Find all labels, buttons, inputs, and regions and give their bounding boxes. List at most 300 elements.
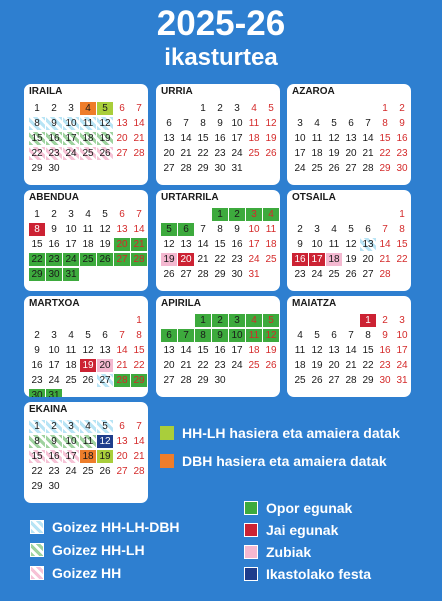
day-cell: 20: [116, 133, 128, 144]
day-cell: 11: [294, 345, 306, 356]
day-cell: 15: [29, 132, 45, 145]
day-cell: 9: [217, 118, 223, 129]
day-cell: 8: [217, 224, 223, 235]
day-cell: 22: [133, 360, 145, 371]
day-cell: 5: [263, 314, 279, 327]
day-cell: 27: [116, 466, 128, 477]
month-name: URRIA: [161, 86, 193, 97]
day-cell: 23: [46, 253, 62, 266]
day-cell: 20: [345, 148, 357, 159]
day-cell: 4: [246, 314, 262, 327]
month-name: ABENDUA: [29, 192, 79, 203]
day-cell: 11: [80, 117, 96, 130]
day-cell: 5: [314, 330, 320, 341]
day-cell: 30: [48, 481, 60, 492]
day-cell: 24: [231, 360, 243, 371]
day-cell: 16: [292, 253, 308, 266]
day-cell: 13: [99, 345, 111, 356]
day-cell: 12: [82, 345, 94, 356]
legend-swatch-goizez-hh-lh: [30, 543, 44, 557]
month-name: APIRILA: [161, 298, 201, 309]
legend-label: Goizez HH-LH-DBH: [52, 519, 180, 535]
day-cell: 3: [246, 208, 262, 221]
day-cell: 13: [116, 118, 128, 129]
month-card-abendua: [24, 190, 148, 291]
day-cell: 4: [85, 209, 91, 220]
day-cell: 11: [248, 118, 260, 129]
day-cell: 23: [396, 148, 408, 159]
day-cell: 14: [133, 118, 145, 129]
day-cell: 28: [180, 375, 192, 386]
day-cell: 18: [80, 132, 96, 145]
day-cell: 14: [345, 345, 357, 356]
day-cell: 23: [379, 360, 391, 371]
day-cell: 10: [311, 239, 323, 250]
day-cell: 14: [379, 239, 391, 250]
day-cell: 5: [85, 330, 91, 341]
day-cell: 27: [114, 253, 130, 266]
legend-swatch-goizez-hh-lh-dbh: [30, 520, 44, 534]
day-cell: 3: [229, 314, 245, 327]
day-cell: 7: [136, 209, 142, 220]
day-cell: 6: [119, 103, 125, 114]
day-cell: 16: [396, 133, 408, 144]
day-cell: 14: [362, 133, 374, 144]
day-cell: 2: [229, 208, 245, 221]
day-cell: 12: [345, 239, 357, 250]
day-cell: 9: [212, 329, 228, 342]
day-cell: 10: [63, 435, 79, 448]
day-cell: 27: [116, 148, 128, 159]
day-cell: 11: [65, 345, 77, 356]
day-cell: 19: [311, 360, 323, 371]
day-cell: 7: [136, 103, 142, 114]
month-card-apirila: [156, 296, 280, 397]
day-cell: 17: [231, 345, 243, 356]
day-cell: 30: [396, 163, 408, 174]
day-cell: 31: [63, 268, 79, 281]
day-cell: 25: [311, 163, 323, 174]
day-cell: 24: [311, 269, 323, 280]
day-cell: 21: [180, 360, 192, 371]
day-cell: 15: [133, 345, 145, 356]
month-card-iraila: [24, 84, 148, 185]
day-cell: 8: [382, 118, 388, 129]
day-cell: 27: [345, 163, 357, 174]
day-cell: 28: [362, 163, 374, 174]
month-name: OTSAILA: [292, 192, 336, 203]
day-cell: 12: [328, 133, 340, 144]
day-cell: 8: [365, 330, 371, 341]
day-cell: 19: [97, 450, 113, 463]
day-cell: 9: [382, 330, 388, 341]
day-cell: 23: [231, 254, 243, 265]
day-cell: 3: [68, 103, 74, 114]
day-cell: 26: [97, 253, 113, 266]
day-cell: 6: [119, 421, 125, 432]
legend-swatch-dbh: [160, 454, 174, 468]
legend-swatch-festa: [244, 567, 258, 581]
day-cell: 8: [29, 117, 45, 130]
day-cell: 24: [65, 466, 77, 477]
day-cell: 8: [200, 118, 206, 129]
day-cell: 29: [379, 163, 391, 174]
day-cell: 3: [51, 330, 57, 341]
day-cell: 15: [214, 239, 226, 250]
day-cell: 10: [294, 133, 306, 144]
day-cell: 31: [46, 389, 62, 397]
day-cell: 13: [163, 345, 175, 356]
day-cell: 17: [396, 345, 408, 356]
day-cell: 28: [197, 269, 209, 280]
day-cell: 27: [362, 269, 374, 280]
legend-swatch-jai: [244, 523, 258, 537]
day-cell: 26: [265, 148, 277, 159]
month-card-martxoa: [24, 296, 148, 397]
day-cell: 20: [163, 360, 175, 371]
day-cell: 10: [231, 118, 243, 129]
day-cell: 12: [97, 117, 113, 130]
day-cell: 1: [34, 209, 40, 220]
day-cell: 15: [29, 450, 45, 463]
day-cell: 13: [116, 224, 128, 235]
day-cell: 2: [34, 330, 40, 341]
month-name: AZAROA: [292, 86, 335, 97]
day-cell: 26: [163, 269, 175, 280]
day-cell: 18: [248, 133, 260, 144]
school-year-title: 2025-26: [156, 4, 286, 43]
day-cell: 7: [183, 118, 189, 129]
day-cell: 6: [102, 330, 108, 341]
day-cell: 21: [133, 451, 145, 462]
day-cell: 29: [31, 481, 43, 492]
day-cell: 15: [362, 345, 374, 356]
day-cell: 1: [29, 420, 45, 433]
day-cell: 2: [51, 103, 57, 114]
day-cell: 22: [197, 360, 209, 371]
day-cell: 26: [311, 375, 323, 386]
month-name: URTARRILA: [161, 192, 219, 203]
day-cell: 9: [297, 239, 303, 250]
legend-label: Goizez HH-LH: [52, 542, 145, 558]
legend-swatch-goizez-hh: [30, 566, 44, 580]
day-cell: 3: [314, 224, 320, 235]
day-cell: 4: [314, 118, 320, 129]
day-cell: 15: [197, 133, 209, 144]
day-cell: 19: [345, 254, 357, 265]
day-cell: 27: [163, 375, 175, 386]
day-cell: 7: [178, 329, 194, 342]
day-cell: 16: [231, 239, 243, 250]
day-cell: 18: [248, 345, 260, 356]
day-cell: 3: [63, 420, 79, 433]
day-cell: 1: [195, 314, 211, 327]
day-cell: 14: [180, 345, 192, 356]
day-cell: 2: [212, 314, 228, 327]
day-cell: 5: [331, 118, 337, 129]
day-cell: 16: [46, 450, 62, 463]
day-cell: 20: [328, 360, 340, 371]
legend-label: Opor egunak: [266, 500, 353, 516]
day-cell: 23: [214, 148, 226, 159]
day-cell: 22: [31, 466, 43, 477]
day-cell: 26: [328, 163, 340, 174]
day-cell: 25: [248, 148, 260, 159]
day-cell: 29: [31, 163, 43, 174]
month-card-urtarrila: [156, 190, 280, 291]
day-cell: 8: [29, 223, 45, 236]
day-cell: 17: [231, 133, 243, 144]
day-cell: 24: [248, 254, 260, 265]
day-cell: 7: [382, 224, 388, 235]
day-cell: 17: [294, 148, 306, 159]
day-cell: 10: [63, 117, 79, 130]
day-cell: 28: [133, 148, 145, 159]
day-cell: 12: [97, 435, 113, 448]
day-cell: 25: [80, 253, 96, 266]
day-cell: 17: [63, 132, 79, 145]
day-cell: 3: [68, 209, 74, 220]
day-cell: 30: [29, 389, 45, 397]
day-cell: 18: [80, 450, 96, 463]
day-cell: 21: [362, 148, 374, 159]
day-cell: 26: [265, 360, 277, 371]
day-cell: 2: [51, 209, 57, 220]
month-card-azaroa: [287, 84, 411, 185]
day-cell: 1: [360, 314, 376, 327]
day-cell: 7: [119, 330, 125, 341]
day-cell: 4: [80, 102, 96, 115]
day-cell: 16: [214, 345, 226, 356]
day-cell: 21: [131, 238, 147, 251]
day-cell: 23: [214, 360, 226, 371]
day-cell: 4: [331, 224, 337, 235]
day-cell: 1: [34, 103, 40, 114]
day-cell: 14: [116, 345, 128, 356]
day-cell: 2: [46, 420, 62, 433]
day-cell: 5: [97, 102, 113, 115]
day-cell: 19: [97, 132, 113, 145]
day-cell: 25: [265, 254, 277, 265]
day-cell: 21: [345, 360, 357, 371]
day-cell: 21: [116, 360, 128, 371]
day-cell: 14: [180, 133, 192, 144]
day-cell: 20: [178, 253, 194, 266]
day-cell: 23: [48, 466, 60, 477]
day-cell: 23: [294, 269, 306, 280]
day-cell: 28: [345, 375, 357, 386]
day-cell: 25: [248, 360, 260, 371]
day-cell: 31: [231, 163, 243, 174]
school-year-subtitle: ikasturtea: [164, 44, 278, 71]
day-cell: 8: [136, 330, 142, 341]
legend-label: Goizez HH: [52, 565, 122, 581]
day-cell: 13: [180, 239, 192, 250]
month-card-maiatza: [287, 296, 411, 397]
day-cell: 18: [265, 239, 277, 250]
day-cell: 4: [80, 420, 96, 433]
day-cell: 19: [80, 359, 96, 372]
day-cell: 23: [46, 147, 62, 160]
day-cell: 9: [34, 345, 40, 356]
month-card-urria: [156, 84, 280, 185]
day-cell: 21: [180, 148, 192, 159]
day-cell: 6: [119, 209, 125, 220]
day-cell: 6: [348, 118, 354, 129]
day-cell: 23: [31, 375, 43, 386]
legend-label: Ikastolako festa: [266, 566, 372, 582]
day-cell: 5: [348, 224, 354, 235]
day-cell: 1: [399, 209, 405, 220]
day-cell: 13: [345, 133, 357, 144]
day-cell: 8: [195, 329, 211, 342]
day-cell: 30: [46, 268, 62, 281]
day-cell: 5: [161, 223, 177, 236]
day-cell: 22: [396, 254, 408, 265]
day-cell: 19: [328, 148, 340, 159]
day-cell: 27: [163, 163, 175, 174]
day-cell: 8: [29, 435, 45, 448]
day-cell: 29: [362, 375, 374, 386]
day-cell: 15: [31, 239, 43, 250]
day-cell: 9: [51, 224, 57, 235]
day-cell: 26: [345, 269, 357, 280]
day-cell: 17: [65, 239, 77, 250]
day-cell: 30: [214, 163, 226, 174]
day-cell: 29: [131, 374, 147, 387]
day-cell: 17: [63, 450, 79, 463]
day-cell: 22: [214, 254, 226, 265]
day-cell: 9: [399, 118, 405, 129]
day-cell: 4: [68, 330, 74, 341]
day-cell: 31: [248, 269, 260, 280]
day-cell: 16: [46, 132, 62, 145]
day-cell: 2: [399, 103, 405, 114]
day-cell: 5: [102, 209, 108, 220]
day-cell: 1: [212, 208, 228, 221]
day-cell: 5: [97, 420, 113, 433]
day-cell: 6: [178, 223, 194, 236]
day-cell: 28: [114, 374, 130, 387]
day-cell: 24: [48, 375, 60, 386]
day-cell: 30: [48, 163, 60, 174]
day-cell: 22: [29, 147, 45, 160]
day-cell: 24: [396, 360, 408, 371]
day-cell: 1: [200, 103, 206, 114]
day-cell: 27: [328, 375, 340, 386]
day-cell: 1: [382, 103, 388, 114]
day-cell: 3: [234, 103, 240, 114]
day-cell: 7: [348, 330, 354, 341]
day-cell: 24: [63, 253, 79, 266]
month-name: IRAILA: [29, 86, 63, 97]
day-cell: 15: [197, 345, 209, 356]
day-cell: 15: [379, 133, 391, 144]
day-cell: 29: [197, 375, 209, 386]
day-cell: 18: [65, 360, 77, 371]
day-cell: 10: [396, 330, 408, 341]
month-name: MAIATZA: [292, 298, 337, 309]
legend-label: Zubiak: [266, 544, 312, 560]
day-cell: 4: [297, 330, 303, 341]
day-cell: 16: [379, 345, 391, 356]
day-cell: 22: [379, 148, 391, 159]
day-cell: 4: [263, 208, 279, 221]
day-cell: 12: [311, 345, 323, 356]
day-cell: 11: [246, 329, 262, 342]
day-cell: 22: [197, 148, 209, 159]
day-cell: 29: [197, 163, 209, 174]
day-cell: 9: [234, 224, 240, 235]
day-cell: 5: [268, 103, 274, 114]
day-cell: 26: [82, 375, 94, 386]
month-card-otsaila: [287, 190, 411, 291]
month-card-ekaina: [24, 402, 148, 503]
day-cell: 25: [328, 269, 340, 280]
day-cell: 28: [131, 253, 147, 266]
legend-label: DBH hasiera eta amaiera datak: [182, 453, 387, 469]
day-cell: 16: [214, 133, 226, 144]
day-cell: 25: [65, 375, 77, 386]
day-cell: 20: [163, 148, 175, 159]
day-cell: 11: [82, 224, 94, 235]
day-cell: 16: [48, 239, 60, 250]
day-cell: 6: [166, 118, 172, 129]
day-cell: 3: [297, 118, 303, 129]
day-cell: 29: [29, 268, 45, 281]
legend-label: HH-LH hasiera eta amaiera datak: [182, 425, 400, 441]
day-cell: 13: [116, 436, 128, 447]
day-cell: 13: [328, 345, 340, 356]
day-cell: 2: [297, 224, 303, 235]
day-cell: 6: [365, 224, 371, 235]
day-cell: 18: [326, 253, 342, 266]
month-name: MARTXOA: [29, 298, 80, 309]
day-cell: 9: [46, 435, 62, 448]
day-cell: 27: [180, 269, 192, 280]
day-cell: 14: [197, 239, 209, 250]
day-cell: 26: [99, 466, 111, 477]
day-cell: 28: [133, 466, 145, 477]
day-cell: 21: [379, 254, 391, 265]
day-cell: 30: [214, 375, 226, 386]
day-cell: 7: [136, 421, 142, 432]
day-cell: 1: [136, 315, 142, 326]
day-cell: 12: [163, 239, 175, 250]
day-cell: 10: [48, 345, 60, 356]
day-cell: 18: [294, 360, 306, 371]
day-cell: 24: [294, 163, 306, 174]
day-cell: 25: [294, 375, 306, 386]
day-cell: 31: [396, 375, 408, 386]
day-cell: 21: [197, 254, 209, 265]
day-cell: 19: [265, 345, 277, 356]
day-cell: 10: [229, 329, 245, 342]
day-cell: 21: [133, 133, 145, 144]
day-cell: 28: [379, 269, 391, 280]
day-cell: 26: [97, 147, 113, 160]
day-cell: 19: [99, 239, 111, 250]
day-cell: 12: [99, 224, 111, 235]
day-cell: 20: [362, 254, 374, 265]
day-cell: 29: [214, 269, 226, 280]
day-cell: 25: [80, 147, 96, 160]
day-cell: 13: [163, 133, 175, 144]
day-cell: 2: [382, 315, 388, 326]
legend-label: Jai egunak: [266, 522, 339, 538]
day-cell: 20: [116, 451, 128, 462]
legend-swatch-opor: [244, 501, 258, 515]
